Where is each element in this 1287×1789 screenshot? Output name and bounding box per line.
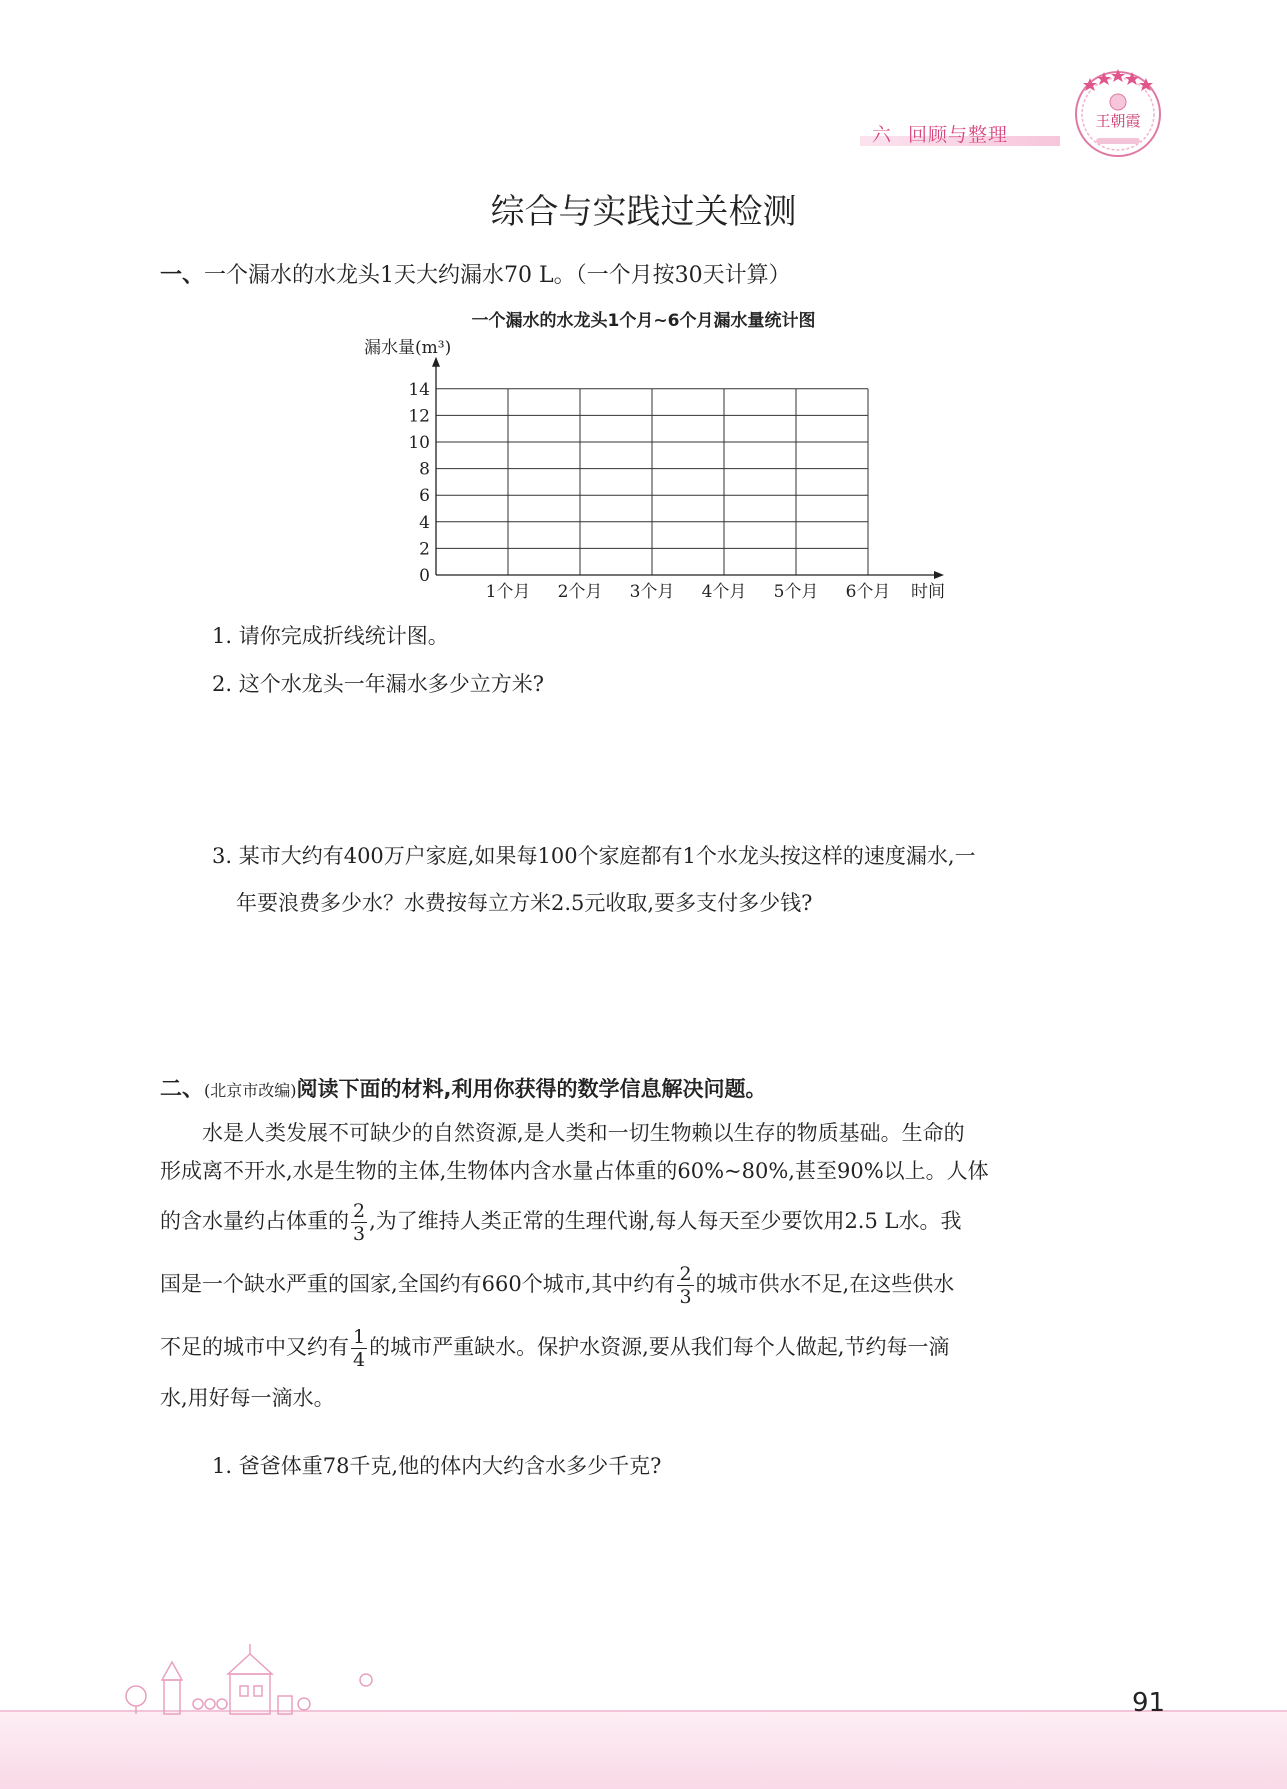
question-1-sub-2: 2. 这个水龙头一年漏水多少立方米? — [212, 672, 544, 696]
footer-castle-illustration — [118, 1640, 378, 1716]
x-tick-label: 2个月 — [557, 582, 603, 602]
passage-line: 形成离不开水,水是生物的主体,生物体内含水量占体重的60%~80%,甚至90%以上。人体 — [160, 1159, 989, 1183]
question-2-heading — [160, 1072, 767, 1103]
section-title: 回顾与整理 — [908, 124, 1009, 146]
x-tick-label: 6个月 — [845, 582, 891, 602]
x-tick-label: 4个月 — [701, 582, 747, 602]
y-tick-label: 2 — [419, 539, 430, 560]
question-1-heading — [160, 258, 791, 289]
question-1-sub-3-line-2: 年要浪费多少水？水费按每立方米2.5元收取,要多支付多少钱? — [236, 891, 813, 915]
fraction-denominator: 3 — [679, 1286, 692, 1308]
y-tick-label: 0 — [419, 566, 430, 586]
x-axis-label: 时间 — [911, 582, 945, 602]
passage-line: 水是人类发展不可缺少的自然资源,是人类和一切生物赖以生存的物质基础。生命的 — [202, 1121, 965, 1145]
y-tick-label: 4 — [419, 512, 430, 533]
fraction — [351, 1200, 367, 1245]
passage-line — [160, 1263, 1150, 1308]
y-tick-label: 6 — [419, 486, 430, 507]
page-number: 91 — [1132, 1688, 1166, 1718]
x-tick-label: 5个月 — [773, 582, 819, 602]
passage-text: 的城市供水不足,在这些供水 — [695, 1272, 955, 1296]
y-tick-label: 8 — [419, 459, 430, 480]
fraction-numerator: 1 — [353, 1326, 366, 1348]
passage-text: 国是一个缺水严重的国家,全国约有660个城市,其中约有 — [160, 1272, 676, 1296]
fraction — [351, 1326, 367, 1371]
x-tick-label: 1个月 — [485, 582, 531, 602]
y-tick-label: 12 — [408, 406, 430, 427]
question-1-sub-1: 1. 请你完成折线统计图。 — [212, 624, 449, 648]
x-tick-label: 3个月 — [629, 582, 675, 602]
section-number: 六 — [872, 124, 893, 146]
fraction-denominator: 3 — [353, 1223, 366, 1245]
passage-line: 水,用好每一滴水。 — [160, 1386, 335, 1410]
y-tick-label: 10 — [408, 433, 430, 453]
passage-line — [160, 1200, 1150, 1245]
question-2-source: (北京市改编) — [204, 1081, 297, 1100]
question-2-instruction: 阅读下面的材料,利用你获得的数学信息解决问题。 — [296, 1077, 767, 1101]
footer-band — [0, 1712, 1287, 1789]
question-2-sub-1: 1. 爸爸体重78千克,他的体内大约含水多少千克? — [212, 1454, 662, 1478]
logo-text: 王朝霞 — [1095, 112, 1141, 130]
question-1-label: 一、 — [160, 263, 205, 288]
section-header — [872, 120, 1008, 147]
leak-line-chart — [350, 330, 970, 610]
passage-text: 的城市严重缺水。保护水资源,要从我们每个人做起,节约每一滴 — [369, 1335, 950, 1359]
question-1-sub-3-line-1: 3. 某市大约有400万户家庭,如果每100个家庭都有1个水龙头按这样的速度漏水,一 — [212, 844, 976, 868]
brand-logo — [1068, 62, 1168, 162]
fraction — [677, 1263, 693, 1308]
page-title: 综合与实践过关检测 — [490, 192, 797, 232]
passage-text: ,为了维持人类正常的生理代谢,每人每天至少要饮用2.5 L水。我 — [369, 1209, 962, 1233]
y-axis-label: 漏水量(m³) — [364, 338, 452, 358]
passage-line — [160, 1326, 1150, 1371]
y-axis-arrow — [432, 357, 440, 367]
y-tick-label: 14 — [408, 379, 430, 400]
passage-text: 的含水量约占体重的 — [160, 1209, 349, 1233]
question-2-label: 二、 — [160, 1077, 205, 1102]
chart-title: 一个漏水的水龙头1个月~6个月漏水量统计图 — [471, 311, 816, 331]
reading-passage — [160, 1114, 1150, 1417]
x-axis-arrow — [934, 571, 944, 579]
fraction-denominator: 4 — [353, 1349, 366, 1371]
fraction-numerator: 2 — [353, 1200, 366, 1222]
fraction-numerator: 2 — [679, 1263, 692, 1285]
question-1-text: 一个漏水的水龙头1天大约漏水70 L。（一个月按30天计算） — [204, 263, 791, 288]
passage-text: 不足的城市中又约有 — [160, 1335, 349, 1359]
